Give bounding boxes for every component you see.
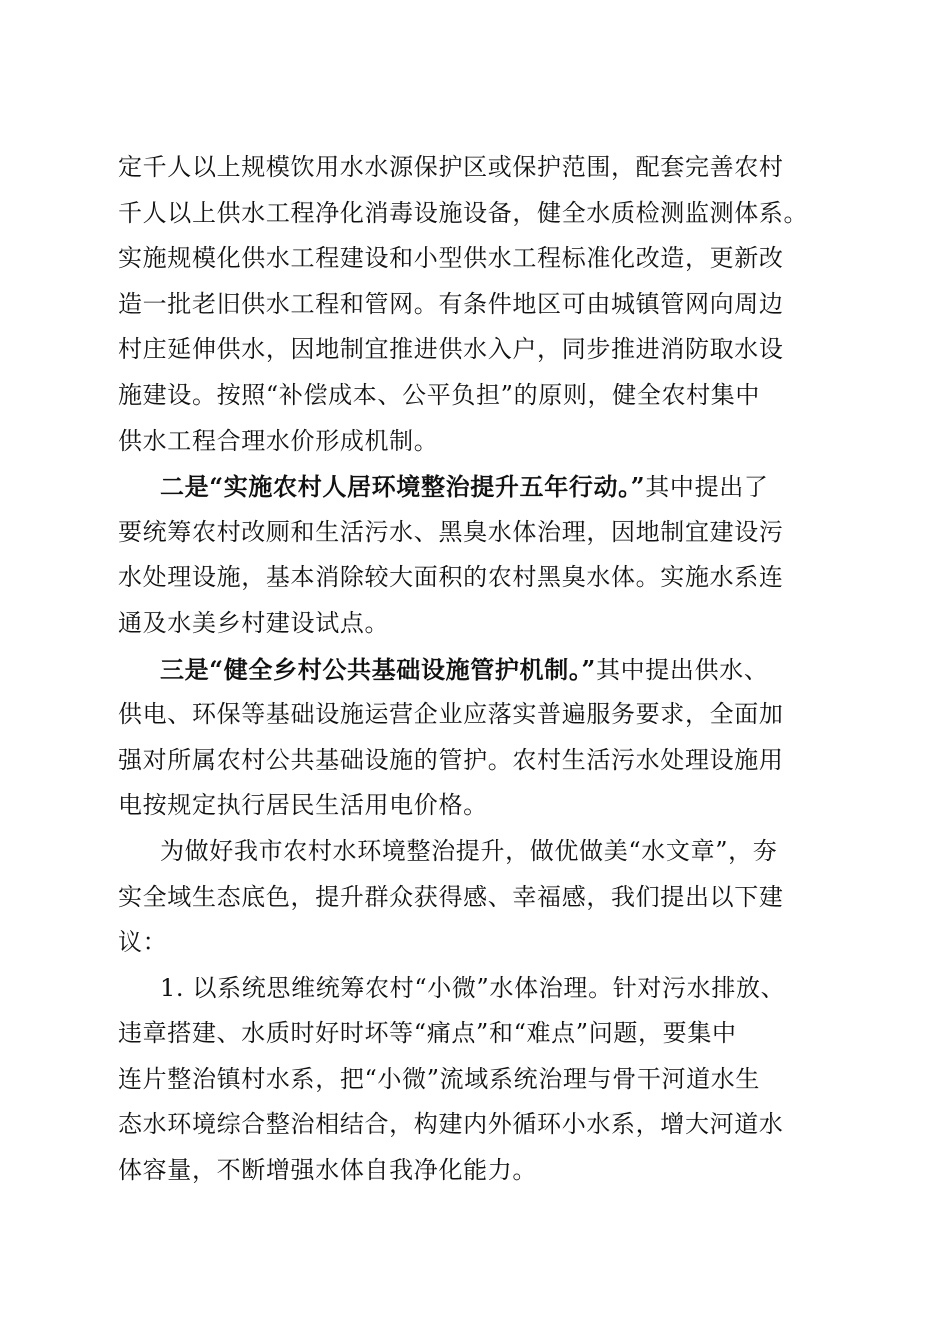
text-line: 实施规模化供水工程建设和小型供水工程标准化改造，更新改 [118,244,784,273]
paragraph-lead-in: 三是“健全乡村公共基础设施管护机制。” [160,654,596,684]
text-line: 定千人以上规模饮用水水源保护区或保护范围，配套完善农村 [118,153,784,181]
text-line: 违章搭建、水质时好时坏等“痛点”和“难点”问题，要集中 [118,1019,737,1048]
text-line: 议： [118,928,168,957]
paragraph-water-supply [118,145,830,464]
text-line-first [118,647,830,693]
text-line: 供水工程合理水价形成机制。 [118,426,439,455]
paragraph-second-point [118,464,830,646]
text-line: 通及水美乡村建设试点。 [118,608,390,637]
text-line: 态水环境综合整治相结合，构建内外循环小水系，增大河道水 [118,1110,784,1139]
text-line: 要统筹农村改厕和生活污水、黑臭水体治理，因地制宜建设污 [118,517,784,546]
text-line-first: 1. 以系统思维统筹农村“小微”水体治理。针对污水排放、 [160,973,786,1002]
text-line: 供电、环保等基础设施运营企业应落实普遍服务要求，全面加 [118,700,784,729]
text-line-first: 为做好我市农村水环境整治提升，做优做美“水文章”，夯 [160,836,778,865]
paragraph-third-point [118,647,830,829]
text-line: 电按规定执行居民生活用电价格。 [118,791,488,820]
text-line: 连片整治镇村水系，把“小微”流域系统治理与骨干河道水生 [118,1064,761,1093]
text-line-first [118,464,830,510]
text-line: 村庄延伸供水，因地制宜推进供水入户，同步推进消防取水设 [118,335,784,364]
text-line: 强对所属农村公共基础设施的管护。农村生活污水处理设施用 [118,745,784,774]
text-line: 施建设。按照“补偿成本、公平负担”的原则，健全农村集中 [118,380,761,409]
text-line: 体容量，不断增强水体自我净化能力。 [118,1156,538,1185]
text-line: 造一批老旧供水工程和管网。有条件地区可由城镇管网向周边 [118,289,784,318]
text-line: 实全域生态底色，提升群众获得感、幸福感，我们提出以下建 [118,882,784,911]
paragraph-lead-in: 二是“实施农村人居环境整治提升五年行动。” [160,472,646,502]
text-span: 其中提出了 [645,473,769,502]
paragraph-suggestion-1 [118,966,830,1194]
paragraph-proposal-intro [118,829,830,966]
text-span: 其中提出供水、 [595,655,769,684]
text-line: 水处理设施，基本消除较大面积的农村黑臭水体。实施水系连 [118,563,784,592]
text-line: 千人以上供水工程净化消毒设施设备，健全水质检测监测体系。 [118,198,809,227]
document-body [118,145,830,1194]
